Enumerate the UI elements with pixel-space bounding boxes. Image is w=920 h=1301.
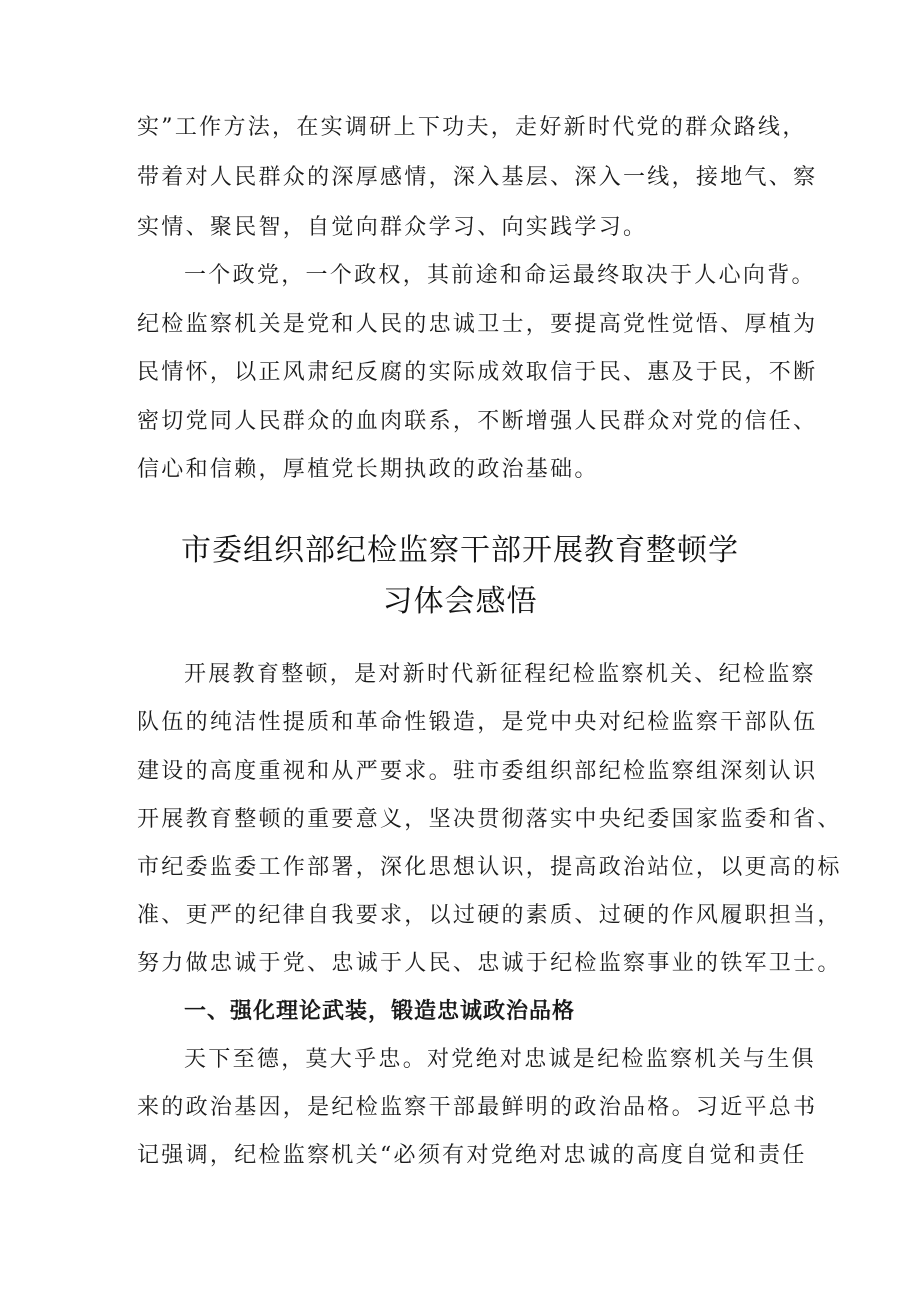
article-title-line-1: 市委组织部纪检监察干部开展教育整顿学 — [181, 533, 739, 568]
paragraph-line: 市纪委监委工作部署，深化思想认识，提高政治站位，以更高的标 — [137, 855, 842, 880]
paragraph-line: 天下至德，莫大乎忠。对党绝对忠诚是纪检监察机关与生俱 — [184, 1047, 816, 1072]
paragraph-line: 密切党同人民群众的血肉联系，不断增强人民群众对党的信任、 — [137, 409, 818, 434]
paragraph-line: 纪检监察机关是党和人民的忠诚卫士，要提高党性觉悟、厚植为 — [137, 312, 818, 337]
paragraph-line: 开展教育整顿的重要意义，坚决贯彻落实中央纪委国家监委和省、 — [137, 807, 842, 832]
paragraph-line: 信心和信赖，厚植党长期执政的政治基础。 — [137, 457, 599, 482]
paragraph-line: 带着对人民群众的深厚感情，深入基层、深入一线，接地气、察 — [137, 165, 818, 190]
paragraph-line: 实情、聚民智，自觉向群众学习、向实践学习。 — [137, 215, 648, 240]
section-heading: 一、强化理论武装，锻造忠诚政治品格 — [184, 999, 576, 1024]
paragraph-line: 来的政治基因，是纪检监察干部最鲜明的政治品格。习近平总书 — [137, 1095, 818, 1120]
paragraph-line: 实”工作方法，在实调研上下功夫，走好新时代党的群众路线， — [137, 115, 807, 140]
paragraph-line: 民情怀，以正风肃纪反腐的实际成效取信于民、惠及于民，不断 — [137, 360, 818, 385]
paragraph-line: 建设的高度重视和从严要求。驻市委组织部纪检监察组深刻认识 — [137, 759, 818, 784]
paragraph-line: 记强调，纪检监察机关“必须有对党绝对忠诚的高度自觉和责任 — [137, 1143, 807, 1168]
article-title-line-2: 习体会感悟 — [382, 584, 538, 619]
paragraph-line: 准、更严的纪律自我要求，以过硬的素质、过硬的作风履职担当， — [137, 903, 842, 928]
paragraph-line: 开展教育整顿，是对新时代新征程纪检监察机关、纪检监察 — [184, 662, 816, 687]
paragraph-line: 一个政党，一个政权，其前途和命运最终取决于人心向背。 — [184, 263, 816, 288]
paragraph-line: 队伍的纯洁性提质和革命性锻造，是党中央对纪检监察干部队伍 — [137, 710, 818, 735]
paragraph-line: 努力做忠诚于党、忠诚于人民、忠诚于纪检监察事业的铁军卫士。 — [137, 951, 842, 976]
